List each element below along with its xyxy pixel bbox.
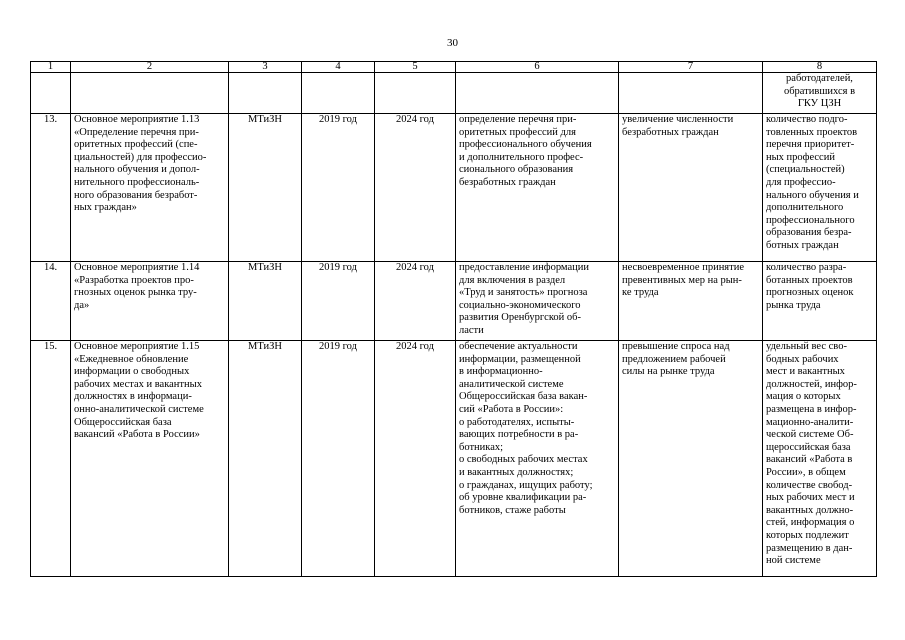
consequences-cell: несвоевременное принятие превентивных мер на рын- ке труда	[619, 262, 763, 341]
column-header: 3	[229, 62, 302, 73]
table-row	[31, 73, 877, 114]
row-number-cell: 15.	[31, 341, 71, 577]
indicator-cell: количество подго- товленных проектов перечня приоритет- ных профессий (специальностей) для профессио- нального обучения и дополнительного профессионального образования безра- ботных граждан	[763, 114, 877, 262]
indicator-cell: количество разра- ботанных проектов прогнозных оценок рынка труда	[763, 262, 877, 341]
start-cell	[302, 73, 375, 114]
table-header-row	[31, 62, 877, 73]
table-row	[31, 341, 877, 577]
column-header: 5	[375, 62, 456, 73]
column-header: 2	[71, 62, 229, 73]
row-number-cell: 14.	[31, 262, 71, 341]
page-number: 30	[447, 37, 458, 49]
consequences-cell	[619, 73, 763, 114]
end-cell: 2024 год	[375, 114, 456, 262]
column-header: 6	[456, 62, 619, 73]
column-header: 8	[763, 62, 877, 73]
start-cell: 2019 год	[302, 262, 375, 341]
activities-table	[30, 61, 877, 577]
indicator-cell: работодателей, обратившихся в ГКУ ЦЗН	[763, 73, 877, 114]
executor-cell: МТиЗН	[229, 341, 302, 577]
activity-cell: Основное мероприятие 1.15 «Ежедневное обновление информации о свободных рабочих местах и вакантных должностях в информаци- онно-аналитической системе Общероссийская база вакансий «Работа в России»	[71, 341, 229, 577]
column-header: 4	[302, 62, 375, 73]
end-cell: 2024 год	[375, 262, 456, 341]
row-number-cell	[31, 73, 71, 114]
column-header: 1	[31, 62, 71, 73]
activity-cell: Основное мероприятие 1.13 «Определение перечня при- оритетных профессий (спе- циальностей) для профессио- нального обучения и допол- нительного профессиональ- ного образования безработ- ных граждан»	[71, 114, 229, 262]
result-cell	[456, 73, 619, 114]
end-cell: 2024 год	[375, 341, 456, 577]
activity-cell	[71, 73, 229, 114]
row-number-cell: 13.	[31, 114, 71, 262]
table-row	[31, 114, 877, 262]
indicator-cell: удельный вес сво- бодных рабочих мест и вакантных должностей, инфор- мация о которых размещена в инфор- мационно-аналити- ческой системе Об- щероссийская база вакансий «Работа в России», в общем количестве свобод- ных рабочих мест и вакантных должно- стей, информация о которых подлежит размещению в дан- ной системе	[763, 341, 877, 577]
result-cell: предоставление информации для включения в раздел «Труд и занятость» прогноза социально-экономического развития Оренбургской об- ласти	[456, 262, 619, 341]
result-cell: определение перечня при- оритетных профессий для профессионального обучения и дополнительного профес- сионального образования безработных граждан	[456, 114, 619, 262]
consequences-cell: увеличение численности безработных граждан	[619, 114, 763, 262]
start-cell: 2019 год	[302, 114, 375, 262]
executor-cell	[229, 73, 302, 114]
column-header: 7	[619, 62, 763, 73]
consequences-cell: превышение спроса над предложением рабочей силы на рынке труда	[619, 341, 763, 577]
result-cell: обеспечение актуальности информации, размещенной в информационно- аналитической системе Общероссийская база вакан- сий «Работа в России»: о работодателях, испыты- вающих потребности в ра- ботниках; о свободных рабочих местах и вакантных должностях; о гражданах, ищущих работу; об уровне квалификации ра- ботников, стаже работы	[456, 341, 619, 577]
executor-cell: МТиЗН	[229, 262, 302, 341]
start-cell: 2019 год	[302, 341, 375, 577]
end-cell	[375, 73, 456, 114]
activity-cell: Основное мероприятие 1.14 «Разработка проектов про- гнозных оценок рынка тру- да»	[71, 262, 229, 341]
executor-cell: МТиЗН	[229, 114, 302, 262]
table-row	[31, 262, 877, 341]
